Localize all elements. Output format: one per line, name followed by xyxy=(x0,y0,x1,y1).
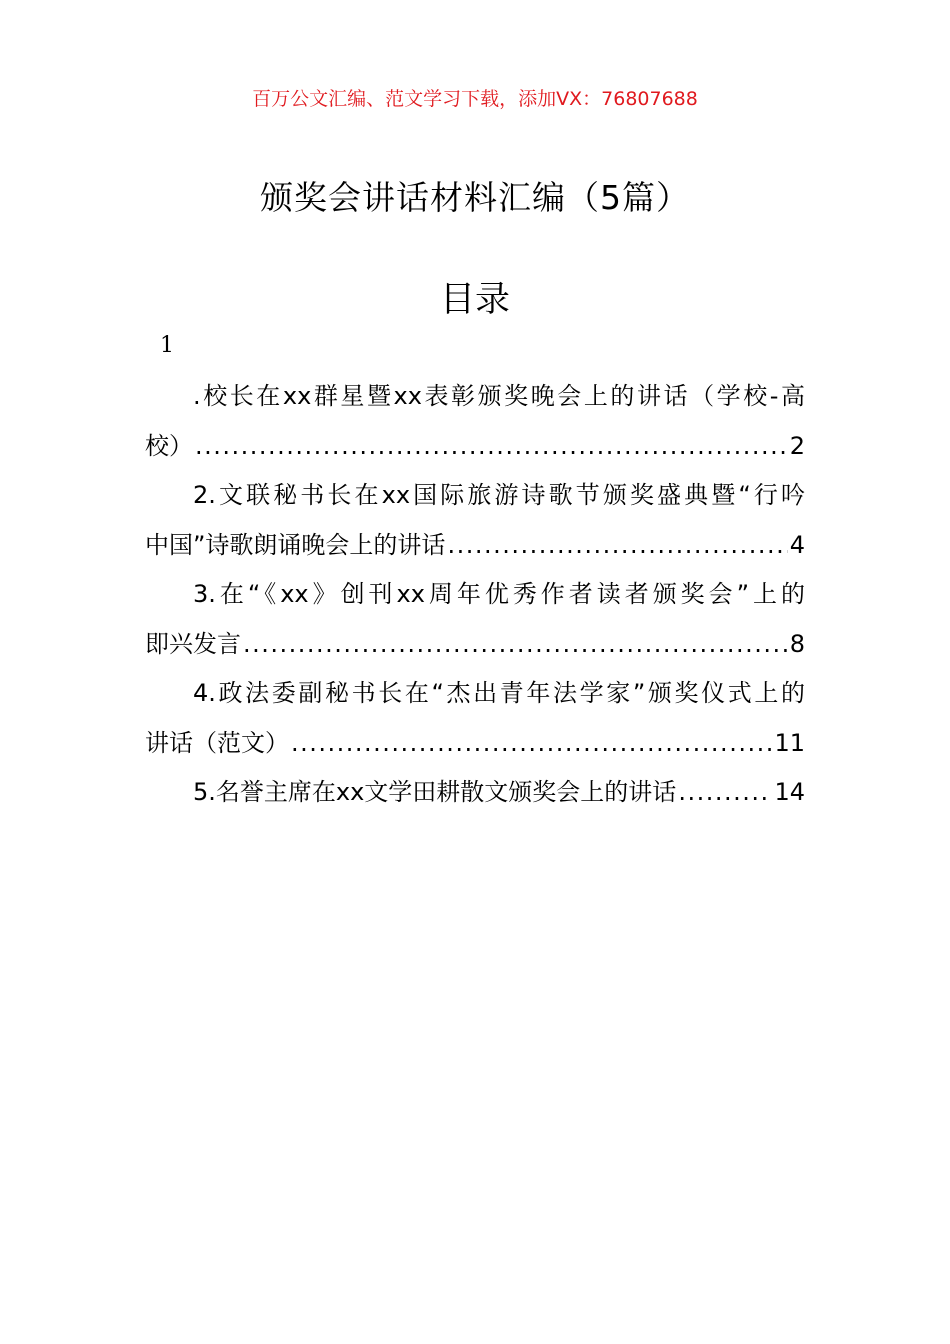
toc-entry-2[interactable] xyxy=(145,471,805,570)
toc-entry-title-cont: 讲话（范文） xyxy=(145,728,289,757)
toc-entry-title: 3.在“《xx》创刊xx周年优秀作者读者颁奖会”上的 xyxy=(193,580,805,608)
toc-number-mark: 1 xyxy=(160,333,174,358)
toc-entry-title: 5.名誉主席在xx文学田耕散文颁奖会上的讲话 xyxy=(193,778,677,806)
toc-page-number: 8 xyxy=(789,629,805,658)
toc-entry-title: 2.文联秘书长在xx国际旅游诗歌节颁奖盛典暨“行吟 xyxy=(193,481,805,509)
toc-page-number: 2 xyxy=(789,431,805,460)
toc-leader-dots xyxy=(195,422,788,472)
toc-page-number: 14 xyxy=(774,778,805,806)
toc-entry-title-cont: 中国”诗歌朗诵晚会上的讲话 xyxy=(145,530,446,559)
toc-entry-title-cont: 即兴发言 xyxy=(145,629,241,658)
toc-entry-4[interactable] xyxy=(145,669,805,768)
toc-leader-dots xyxy=(243,620,788,670)
toc-entry-title: 4.政法委副秘书长在“杰出青年法学家”颁奖仪式上的 xyxy=(193,679,805,707)
toc-entry-3[interactable] xyxy=(145,570,805,669)
toc-leader-dots xyxy=(678,768,772,818)
toc-entry-title-cont: 校） xyxy=(145,431,193,460)
toc-heading: 目录 xyxy=(439,280,510,320)
table-of-contents xyxy=(145,372,805,818)
toc-leader-dots xyxy=(447,521,787,571)
toc-entry-5[interactable] xyxy=(145,768,805,818)
toc-page-number: 11 xyxy=(774,728,805,757)
toc-entry-1[interactable] xyxy=(145,372,805,471)
toc-page-number: 4 xyxy=(789,530,805,559)
toc-leader-dots xyxy=(291,719,772,769)
header-note: 百万公文汇编、范文学习下载，添加VX：76807688 xyxy=(252,88,698,110)
document-title: 颁奖会讲话材料汇编（5篇） xyxy=(260,178,690,217)
toc-entry-title: .校长在xx群星暨xx表彰颁奖晚会上的讲话（学校-高 xyxy=(193,382,805,410)
